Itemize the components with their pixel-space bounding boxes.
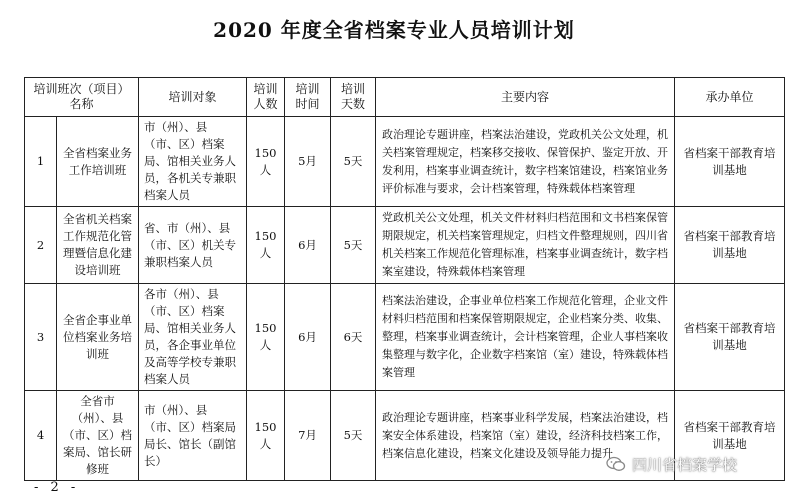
row-time: 6月 — [285, 207, 331, 284]
row-content: 政治理论专题讲座，档案法治建设，党政机关公文处理，机关档案管理规定，档案移交接收、保管保护、鉴定开放、开发利用，档案事业调查统计，数字档案馆建设，档案馆业务评价标准与要求，会计档案管理，特殊载体档案管理 — [376, 117, 675, 207]
page-number: - 2 - — [34, 480, 80, 495]
row-content: 政治理论专题讲座，档案事业科学发展，档案法治建设，档案安全体系建设，档案馆（室）建设，经济科技档案工作，档案信息化建设，档案文化建设及领导能力提升 — [376, 391, 675, 481]
header-content: 主要内容 — [376, 78, 675, 117]
training-plan-table — [24, 77, 785, 481]
header-count: 培训人数 — [247, 78, 285, 117]
row-class-name: 全省市（州）、县（市、区）档案局、馆长研修班 — [57, 391, 139, 481]
row-count: 150人 — [247, 391, 285, 481]
row-organizer: 省档案干部教育培训基地 — [675, 284, 785, 391]
row-count: 150人 — [247, 284, 285, 391]
row-index: 4 — [25, 391, 57, 481]
row-content: 档案法治建设，企事业单位档案工作规范化管理，企业文件材料归档范围和档案保管期限规定，企业档案分类、收集、整理，档案事业调查统计，会计档案管理，企业人事档案收集整理与数字化，企业数字档案馆（室）建设，特殊载体档案管理 — [376, 284, 675, 391]
row-target: 市（州）、县（市、区）档案局局长、馆长（副馆长） — [139, 391, 247, 481]
row-time: 6月 — [285, 284, 331, 391]
row-target: 市（州）、县（市、区）档案局、馆相关业务人员，各机关专兼职档案人员 — [139, 117, 247, 207]
table-row — [25, 207, 785, 284]
table-header-row — [25, 78, 785, 117]
row-organizer: 省档案干部教育培训基地 — [675, 207, 785, 284]
wechat-icon — [606, 456, 626, 472]
row-class-name: 全省企事业单位档案业务培训班 — [57, 284, 139, 391]
row-organizer: 省档案干部教育培训基地 — [675, 391, 785, 481]
header-days: 培训天数 — [331, 78, 376, 117]
watermark-text: 四川省档案学校 — [632, 455, 738, 474]
header-organizer: 承办单位 — [675, 78, 785, 117]
row-days: 5天 — [331, 207, 376, 284]
row-count: 150人 — [247, 207, 285, 284]
row-time: 7月 — [285, 391, 331, 481]
document-title: 2020 年度全省档案专业人员培训计划 — [213, 18, 575, 42]
row-organizer: 省档案干部教育培训基地 — [675, 117, 785, 207]
row-class-name: 全省档案业务工作培训班 — [57, 117, 139, 207]
row-index: 3 — [25, 284, 57, 391]
row-class-name: 全省机关档案工作规范化管理暨信息化建设培训班 — [57, 207, 139, 284]
row-count: 150人 — [247, 117, 285, 207]
table-row — [25, 117, 785, 207]
row-days: 5天 — [331, 117, 376, 207]
row-target: 各市（州）、县（市、区）档案局、馆相关业务人员，各企事业单位及高等学校专兼职档案人员 — [139, 284, 247, 391]
header-target: 培训对象 — [139, 78, 247, 117]
row-time: 5月 — [285, 117, 331, 207]
header-class-name: 培训班次（项目）名称 — [25, 78, 139, 117]
watermark — [606, 453, 737, 475]
row-target: 省、市（州）、县（市、区）机关专兼职档案人员 — [139, 207, 247, 284]
row-days: 5天 — [331, 391, 376, 481]
row-index: 1 — [25, 117, 57, 207]
table-row — [25, 284, 785, 391]
row-content: 党政机关公文处理，机关文件材料归档范围和文书档案保管期限规定，机关档案管理规定，归档文件整理规则，四川省机关档案工作规范化管理标准，档案事业调查统计，数字档案室建设，特殊载体档案管理 — [376, 207, 675, 284]
header-time: 培训时间 — [285, 78, 331, 117]
row-index: 2 — [25, 207, 57, 284]
row-days: 6天 — [331, 284, 376, 391]
